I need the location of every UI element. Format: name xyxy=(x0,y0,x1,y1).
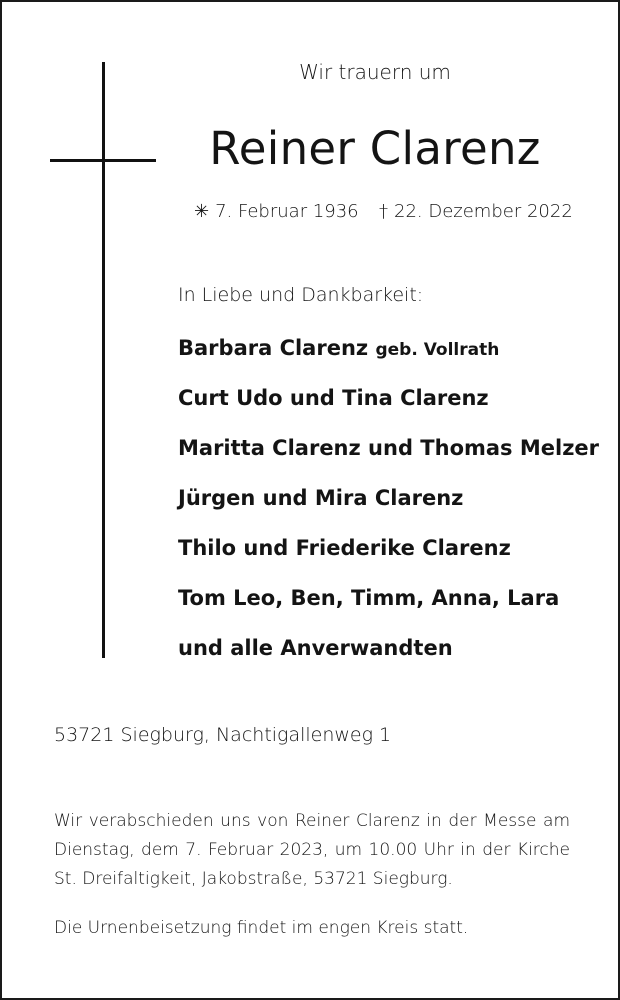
death-date xyxy=(379,201,573,222)
death-date-text: 22. Dezember 2022 xyxy=(394,201,573,222)
deceased-name: Reiner Clarenz xyxy=(209,122,541,175)
mourner-item xyxy=(178,536,599,586)
mourner-name: Barbara Clarenz xyxy=(178,336,369,360)
family-address: 53721 Siegburg, Nachtigallenweg 1 xyxy=(54,724,392,746)
mourner-item xyxy=(178,386,599,436)
birth-star-icon: ✳ xyxy=(194,201,210,222)
cross-icon-bar xyxy=(50,159,156,162)
mourner-item xyxy=(178,636,599,686)
mourner-name: Tom Leo, Ben, Timm, Anna, Lara xyxy=(178,586,560,610)
cross-icon xyxy=(102,62,105,658)
mourner-item xyxy=(178,486,599,536)
mourner-name: Thilo und Friederike Clarenz xyxy=(178,536,511,560)
birth-date-text: 7. Februar 1936 xyxy=(215,201,359,222)
mourner-item xyxy=(178,586,599,636)
birth-date xyxy=(194,201,359,222)
mourner-name-suffix: geb. Vollrath xyxy=(375,340,500,360)
service-info: Wir verabschieden uns von Reiner Clarenz in der Messe am Dienstag, dem 7. Februar 2023, um 10.00 Uhr in der Kirche St. Dreifaltigkeit, Jakobstraße, 53721 Siegburg. xyxy=(54,811,570,889)
mourner-name: und alle Anverwandten xyxy=(178,636,453,660)
mourner-item xyxy=(178,336,599,386)
mourner-name: Jürgen und Mira Clarenz xyxy=(178,486,464,510)
mourner-item xyxy=(178,436,599,486)
mourner-name: Maritta Clarenz und Thomas Melzer xyxy=(178,436,600,460)
burial-info: Die Urnenbeisetzung findet im engen Kreis statt. xyxy=(54,918,469,938)
death-cross-icon: † xyxy=(379,201,388,222)
mourners-list xyxy=(178,336,599,686)
mourner-name: Curt Udo und Tina Clarenz xyxy=(178,386,489,410)
thanks-line: In Liebe und Dankbarkeit: xyxy=(178,284,424,306)
intro-line: Wir trauern um xyxy=(299,60,451,84)
